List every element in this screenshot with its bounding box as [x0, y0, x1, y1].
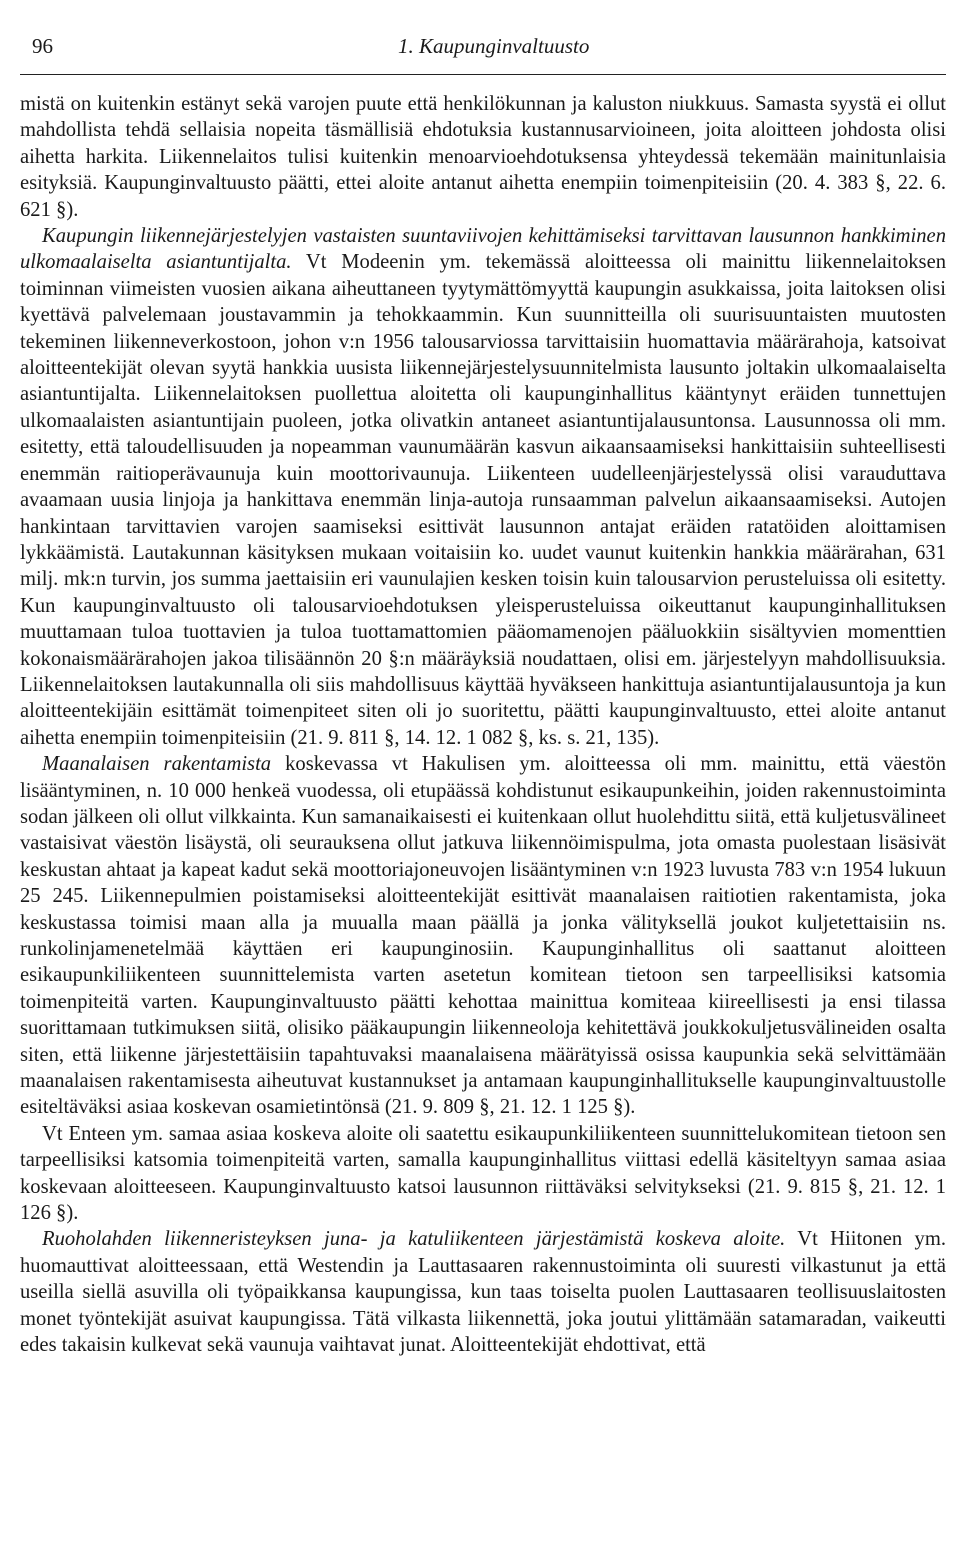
document-page — [20, 0, 946, 1359]
paragraph-1 — [20, 91, 946, 223]
paragraph-4 — [20, 1121, 946, 1227]
paragraph-4-text: Vt Enteen ym. samaa asiaa koskeva aloite oli saatettu esikaupunkiliikenteen suunnittelukomitean tietoon sen tarpeellisiksi katsomia toimenpiteitä varten, samalla kaupunginhallitus viittasi edellä käsiteltyyn samaa asiaa koskevaan aloitteeseen. Kaupunginvaltuusto katsoi lausunnon riittäväksi selvitykseksi (21. 9. 815 §, 21. 12. 1 126 §). — [20, 1122, 946, 1225]
paragraph-5-italic-lead: Ruoholahden liikenneristeyksen juna- ja katuliikenteen järjestämistä koskeva aloite. — [42, 1228, 786, 1251]
chapter-title: 1. Kaupunginvaltuusto — [398, 34, 590, 58]
body-text — [20, 91, 946, 1359]
paragraph-2-text: Vt Modeenin ym. tekemässä aloitteessa oli mainittu liikennelaitoksen toiminnan viimeisten vuosien aikana aiheuttaneen tyytymättömyyttä kaupungin asukkaissa, joita laitoksen olisi kyettävä palvelemaan joustavammin ja tehokkaammin. Kun suunnitteilla oli suurisuuntaisten muutosten tekeminen liikenneverkostoon, johon v:n 1956 talousarviossa tarvittaisiin huomattavia määrärahoja, katsoivat aloitteentekijät olevan syytä hankkia uusista liikennejärjestelysuunnitelmista lausunto joltakin ulkomaalaiselta asiantuntijalta. Liikennelaitoksen puollettua aloitetta oli kaupunginhallitus kääntynyt eräiden tunnettujen ulkomaalaisten asiantuntijain puoleen, jotka olivatkin antaneet asiantuntijalausuntonsa. Lausunnossa oli mm. esitetty, että taloudellisuuden ja nopeamman vaunumäärän kasvun aikaansaamiseksi hankittaisiin suhteellisesti enemmän raitioperävaunuja kuin moottorivaunuja. Liikenteen uudelleenjärjestelyssä olisi varauduttava avaamaan uusia linjoja ja hankittava enemmän linja-autoja runsaamman palvelun aikaansaamiseksi. Autojen hankintaan tarvittavien varojen saamiseksi esittivät lausunnon antajat eräiden ratatöiden aloittamisen lykkäämistä. Lautakunnan käsityksen mukaan voitaisiin ko. uudet vaunut kuitenkin hankkia määrärahan, 631 milj. mk:n turvin, jos summa jaettaisiin eri vaunulajien kesken toisin kuin talousarvion perusteluissa oli esitetty. Kun kaupunginvaltuusto oli talousarvioehdotuksen yleisperusteluissa oikeuttanut kaupunginhallituksen muuttamaan tuloa tuottavien ja tuloa tuottamattomien pääomamenojen pääluokkiin sisältyvien momenttien kokonaismäärärahojen jakoa tilisäännön 20 §:n määräyksiä noudattaen, olisi em. järjestelyyn mahdollisuuksia. Liikennelaitoksen lautakunnalla oli siis mahdollisuus käyttää hyväkseen hankittuja asiantuntijalausuntoja ja kun aloitteentekijäin esittämät toimenpiteet siten oli jo suoritettu, päätti kaupunginvaltuusto, ettei aloite antanut aihetta enempiin toimenpiteisiin (21. 9. 811 §, 14. 12. 1 082 §, ks. s. 21, 135). — [20, 251, 947, 749]
paragraph-2-italic-lead: Kaupungin liikennejärjestelyjen vastaisten suuntaviivojen kehittämiseksi tarvittavan lausunnon hankkiminen ulkomaalaiselta asiantuntijalta. — [20, 225, 946, 274]
paragraph-3-text: koskevassa vt Hakulisen ym. aloitteessa oli mm. mainittu, että väestön lisääntyminen, n. 10 000 henkeä vuodessa, oli etupäässä kohdistunut esikaupunkeihin, joiden rakennustoiminta sodan jälkeen oli ollut vilkkainta. Kun samanaikaisesti ei kuitenkaan ollut huolehdittu siitä, että kuljetusvälineet vastaisivat väestön lisäystä, oli seurauksena ollut jatkuva liikennöimispulma, jota omasta puolestaan lisäsivät keskustan ahtaat ja kapeat kadut sekä moottoriajoneuvojen lisääntyminen v:n 1923 luvusta 783 v:n 1954 lukuun 25 245. Liikennepulmien poistamiseksi aloitteentekijät esittivät maanalaisen raitiotien rakentamista, joka keskustassa toimisi maan alla ja muualla maan päällä ja jonka välityksellä joukot kuljetettaisiin ns. runkolinjamenetelmää käyttäen eri kaupunginosiin. Kaupunginhallitus oli saattanut aloitteen esikaupunkiliikenteen suunnittelemista varten asetetun komitean tietoon sen tarpeellisiksi katsomia toimenpiteitä varten. Kaupunginvaltuusto päätti kehottaa mainittua komiteaa kiireellisesti ja ensi tilassa suorittamaan tutkimuksen siitä, olisiko pääkaupungin liikenneoloja kehitettävä joukkokuljetusvälineiden osalta siten, että liikenne järjestettäisiin tapahtuvaksi maanalaisena määrätyissä osissa kaupunkia sekä selvittämään maanalaisen rakentamisesta aiheutuvat kustannukset ja antamaan kaupunginhallitukselle kaupunginvaltuustolle esiteltäväksi asiaa koskevan osamietintönsä (21. 9. 809 §, 21. 12. 1 125 §). — [20, 753, 946, 1119]
paragraph-1-text: mistä on kuitenkin estänyt sekä varojen puute että henkilökunnan ja kaluston niukkuus. Samasta syystä ei ollut mahdollista tehdä sellaisia nopeita täsmällisiä ehdotuksia kustannusarvioineen, joita aloitteen johdosta olisi aihetta harkita. Liikennelaitos tulisi kuitenkin menoarvioehdotuksensa yhteydessä tekemään mainitunlaisia esityksiä. Kaupunginvaltuusto päätti, ettei aloite antanut aihetta enempiin toimenpiteisiin (20. 4. 383 §, 22. 6. 621 §). — [20, 93, 946, 221]
page-number: 96 — [32, 34, 53, 58]
running-head — [20, 0, 946, 75]
paragraph-3-italic-lead: Maanalaisen rakentamista — [42, 753, 272, 776]
paragraph-5-text: Vt Hiitonen ym. huomauttivat aloitteessaan, että Westendin ja Lauttasaaren rakennustoiminta oli suuresti vilkastunut ja että useilla siellä asuvilla oli työpaikkansa kaupungissa, kun taas toiselta puolen Lauttasaaren teollisuuslaitosten monet työntekijät asuivat kaupungissa. Tätä vilkasta liikennettä, joka joutui ylittämään satamaradan, vaikeutti edes takaisin kulkevat sekä vaunuja vaihtavat junat. Aloitteentekijät ehdottivat, että — [20, 1228, 947, 1357]
paragraph-3 — [20, 751, 946, 1121]
paragraph-2 — [20, 223, 946, 751]
paragraph-5 — [20, 1226, 946, 1358]
